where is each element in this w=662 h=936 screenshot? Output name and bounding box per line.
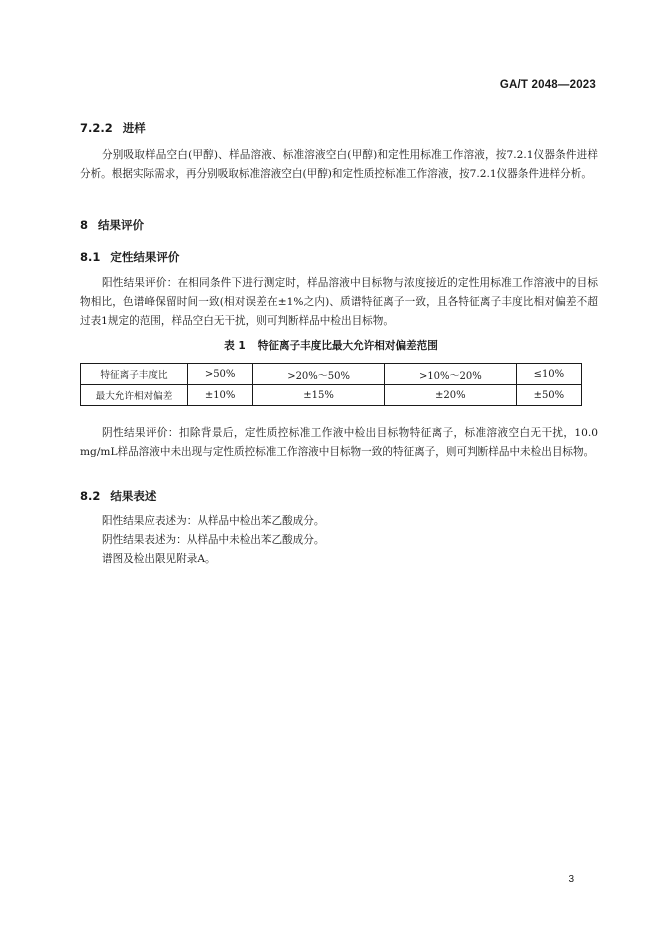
- heading-8: [80, 217, 144, 233]
- table-cell: ±50%: [516, 385, 581, 406]
- heading-title: 进样: [122, 121, 146, 135]
- table-cell: ±10%: [188, 385, 253, 406]
- statement-negative: 阴性结果表述为：从样品中未检出苯乙酸成分。: [102, 534, 325, 546]
- statement-positive: 阳性结果应表述为：从样品中检出苯乙酸成分。: [102, 515, 325, 527]
- page-number: 3: [568, 874, 574, 885]
- table-cell: ±20%: [384, 385, 516, 406]
- heading-8-2: [80, 488, 156, 504]
- paragraph-injection: 分别吸取样品空白(甲醇)、样品溶液、标准溶液空白(甲醇)和定性用标准工作溶液，按7.2.1仪器条件进样分析。根据实际需求，再分别吸取标准溶液空白(甲醇)和定性质控标准工作溶液，按7.2.1仪器条件进样分析。: [80, 149, 598, 180]
- table-cell: >50%: [188, 364, 253, 385]
- heading-8-1: [80, 249, 179, 265]
- heading-number: 8: [80, 218, 89, 232]
- deviation-table: [80, 363, 582, 406]
- table-label: 表 1: [224, 340, 246, 352]
- table-cell: ±15%: [253, 385, 385, 406]
- heading-title: 结果表述: [110, 489, 157, 503]
- row-header: 特征离子丰度比: [81, 364, 188, 385]
- standard-code: GA/T 2048—2023: [499, 79, 596, 91]
- row-header: 最大允许相对偏差: [81, 385, 188, 406]
- heading-title: 定性结果评价: [110, 250, 180, 264]
- statement-appendix: 谱图及检出限见附录A。: [102, 553, 216, 565]
- heading-7-2-2: [80, 120, 146, 136]
- table-cell: >10%～20%: [384, 364, 516, 385]
- paragraph-negative-evaluation: 阴性结果评价：扣除背景后，定性质控标准工作液中检出目标物特征离子，标准溶液空白无干扰，10.0 mg/mL样品溶液中未出现与定性质控标准工作溶液中目标物一致的特征离子，则可判断样品中未检出目标物。: [80, 427, 598, 458]
- table-cell: ≤10%: [516, 364, 581, 385]
- heading-number: 7.2.2: [80, 121, 113, 135]
- table-row: [81, 364, 582, 385]
- table-title: 特征离子丰度比最大允许相对偏差范围: [257, 340, 438, 352]
- paragraph-positive-evaluation: 阳性结果评价：在相同条件下进行测定时，样品溶液中目标物与浓度接近的定性用标准工作溶液中的目标物相比，色谱峰保留时间一致(相对误差在±1%之内)、质谱特征离子一致，且各特征离子丰度比相对偏差不超过表1规定的范围，样品空白无干扰，则可判断样品中检出目标物。: [80, 277, 598, 327]
- table-cell: >20%～50%: [253, 364, 385, 385]
- table-caption: [0, 338, 662, 353]
- heading-title: 结果评价: [98, 218, 145, 232]
- heading-number: 8.2: [80, 489, 101, 503]
- heading-number: 8.1: [80, 250, 101, 264]
- table-row: [81, 385, 582, 406]
